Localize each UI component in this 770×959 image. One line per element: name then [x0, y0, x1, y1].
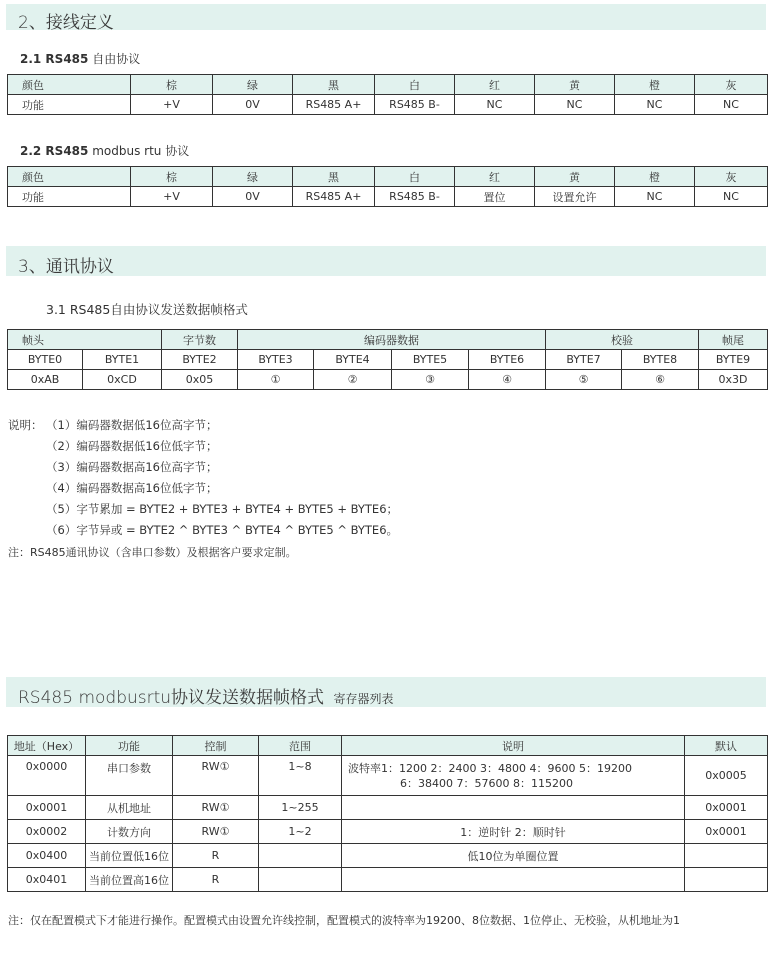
table-cell: ⑥ — [622, 370, 699, 390]
table-header-cell: 地址（Hex） — [8, 736, 86, 756]
table-cell: 黄 — [535, 75, 615, 95]
frame-group-checksum: 校验 — [546, 330, 699, 350]
frame-group-encoder: 编码器数据 — [238, 330, 546, 350]
table-cell: 绿 — [213, 75, 293, 95]
note-item: （2）编码器数据低16位低字节； — [46, 439, 218, 453]
notes-label: 说明： — [8, 418, 43, 432]
table-cell: BYTE7 — [546, 350, 622, 370]
baud-rate-line-2: 6：38400 7：57600 8：115200 — [400, 776, 573, 790]
table-cell: 0V — [213, 95, 293, 115]
table-cell: 白 — [375, 167, 455, 187]
table-cell: ③ — [392, 370, 469, 390]
table-cell: RW① — [173, 796, 259, 820]
register-footer-note: 注：仅在配置模式下才能进行操作。配置模式由设置允许线控制，配置模式的波特率为19200、8位数据、1位停止、无校验，从机地址为1 — [8, 914, 680, 927]
table-cell: BYTE1 — [83, 350, 162, 370]
table-row — [8, 95, 768, 115]
table-row — [8, 796, 768, 820]
table-cell: 低10位为单圈位置 — [342, 844, 685, 868]
subsection-2-2-number: 2.2 RS485 — [20, 144, 89, 158]
table-cell: ④ — [469, 370, 546, 390]
frame-format-table — [7, 329, 768, 390]
subsection-3-1-title: 3.1 RS485自由协议发送数据帧格式 — [46, 302, 248, 317]
frame-group-header: 帧头 — [8, 330, 162, 350]
table-cell — [259, 844, 342, 868]
table-cell: 橙 — [615, 167, 695, 187]
table-cell: 0x0001 — [8, 796, 86, 820]
table-cell: BYTE4 — [314, 350, 392, 370]
table-cell: ⑤ — [546, 370, 622, 390]
section-4-heading-small: 寄存器列表 — [333, 692, 394, 706]
note-item: （6）字节异或 = BYTE2 ^ BYTE3 ^ BYTE4 ^ BYTE5 ^ BYTE6。 — [46, 523, 399, 537]
table-cell: RW① — [173, 756, 259, 796]
section-4-heading-main: RS485 modbusrtu协议发送数据帧格式 — [18, 688, 325, 708]
wiring-table-modbus — [7, 166, 768, 207]
table-row — [8, 844, 768, 868]
table-row — [8, 350, 768, 370]
table-row — [8, 75, 768, 95]
table-row — [8, 820, 768, 844]
table-cell: 灰 — [695, 75, 768, 95]
table-cell: 0x0002 — [8, 820, 86, 844]
table-cell: +V — [131, 187, 213, 207]
table-cell: RS485 A+ — [293, 95, 375, 115]
table-cell: R — [173, 868, 259, 892]
table-cell: BYTE3 — [238, 350, 314, 370]
table-cell: 置位 — [455, 187, 535, 207]
table-cell: RS485 B- — [375, 95, 455, 115]
table-cell: NC — [695, 95, 768, 115]
section-4-banner — [6, 677, 766, 707]
register-table — [7, 735, 768, 892]
table-cell: 0x0001 — [685, 796, 768, 820]
table-cell: RW① — [173, 820, 259, 844]
table-cell: 黑 — [293, 75, 375, 95]
table-cell: 黄 — [535, 167, 615, 187]
table-header-cell: 功能 — [86, 736, 173, 756]
table-cell: 棕 — [131, 167, 213, 187]
table-cell: NC — [615, 95, 695, 115]
table-header-cell: 控制 — [173, 736, 259, 756]
frame-group-tail: 帧尾 — [699, 330, 768, 350]
table-cell: NC — [695, 187, 768, 207]
table-cell: +V — [131, 95, 213, 115]
table-cell: 设置允许 — [535, 187, 615, 207]
table-cell: 0x0400 — [8, 844, 86, 868]
table-cell: R — [173, 844, 259, 868]
table-cell: 0x0001 — [685, 820, 768, 844]
table-row — [8, 187, 768, 207]
table-cell: 1~8 — [259, 756, 342, 796]
table-cell: BYTE2 — [162, 350, 238, 370]
table-cell: 当前位置低16位 — [86, 844, 173, 868]
subsection-2-1-number: 2.1 RS485 — [20, 52, 89, 66]
table-cell: 0x0401 — [8, 868, 86, 892]
table-cell — [259, 868, 342, 892]
table-row — [8, 868, 768, 892]
note-item: （3）编码器数据高16位高字节； — [46, 460, 218, 474]
table-cell: 红 — [455, 167, 535, 187]
table-cell: 棕 — [131, 75, 213, 95]
table-cell: RS485 B- — [375, 187, 455, 207]
table-cell: 1：逆时针 2：顺时针 — [342, 820, 685, 844]
subsection-2-1-name: 自由协议 — [92, 52, 141, 66]
table-cell: NC — [615, 187, 695, 207]
table-cell — [685, 868, 768, 892]
subsection-2-2-name: modbus rtu 协议 — [92, 144, 190, 158]
table-cell: NC — [455, 95, 535, 115]
table-header-cell: 说明 — [342, 736, 685, 756]
table-cell: 颜色 — [8, 167, 131, 187]
table-header-cell: 默认 — [685, 736, 768, 756]
table-cell: 0x3D — [699, 370, 768, 390]
table-cell: 0xCD — [83, 370, 162, 390]
note-item: （1）编码器数据低16位高字节； — [46, 418, 218, 432]
table-cell: RS485 A+ — [293, 187, 375, 207]
table-cell: 绿 — [213, 167, 293, 187]
table-row — [8, 736, 768, 756]
subsection-2-1-title — [20, 50, 140, 67]
table-cell: ① — [238, 370, 314, 390]
section-3-heading: 3、通讯协议 — [18, 257, 114, 277]
table-cell: 1~255 — [259, 796, 342, 820]
table-cell: 计数方向 — [86, 820, 173, 844]
table-cell: 从机地址 — [86, 796, 173, 820]
table-cell: 橙 — [615, 75, 695, 95]
table-cell — [342, 796, 685, 820]
section-2-heading: 2、接线定义 — [18, 13, 114, 33]
table-cell: 功能 — [8, 187, 131, 207]
table-cell — [685, 844, 768, 868]
notes-footer: 注：RS485通讯协议（含串口参数）及根据客户要求定制。 — [8, 546, 297, 559]
table-cell: 当前位置高16位 — [86, 868, 173, 892]
table-cell: 0x0000 — [8, 756, 86, 796]
table-cell: BYTE5 — [392, 350, 469, 370]
table-cell: NC — [535, 95, 615, 115]
table-cell: 0xAB — [8, 370, 83, 390]
table-cell: 灰 — [695, 167, 768, 187]
table-cell: 0x05 — [162, 370, 238, 390]
table-cell: 0x0005 — [685, 756, 768, 796]
subsection-2-2-title — [20, 142, 189, 159]
note-item: （5）字节累加 = BYTE2 + BYTE3 + BYTE4 + BYTE5 + BYTE6； — [46, 502, 399, 516]
table-cell: BYTE6 — [469, 350, 546, 370]
table-cell: 0V — [213, 187, 293, 207]
wiring-table-free-protocol — [7, 74, 768, 115]
table-cell: ② — [314, 370, 392, 390]
table-row — [8, 167, 768, 187]
table-cell: 功能 — [8, 95, 131, 115]
table-row — [8, 330, 768, 350]
table-cell: 黑 — [293, 167, 375, 187]
table-cell: 白 — [375, 75, 455, 95]
table-cell: 1~2 — [259, 820, 342, 844]
section-3-banner — [6, 246, 766, 276]
table-cell: 红 — [455, 75, 535, 95]
section-4-heading — [18, 683, 393, 708]
frame-group-bytecount: 字节数 — [162, 330, 238, 350]
note-item: （4）编码器数据高16位低字节； — [46, 481, 218, 495]
table-cell — [342, 756, 685, 796]
table-cell — [342, 868, 685, 892]
table-row — [8, 370, 768, 390]
table-cell: 串口参数 — [86, 756, 173, 796]
table-cell: BYTE8 — [622, 350, 699, 370]
table-cell: 颜色 — [8, 75, 131, 95]
table-cell: BYTE0 — [8, 350, 83, 370]
section-2-banner — [6, 4, 766, 33]
table-row — [8, 756, 768, 796]
table-header-cell: 范围 — [259, 736, 342, 756]
table-cell: BYTE9 — [699, 350, 768, 370]
baud-rate-line-1: 波特率1：1200 2：2400 3：4800 4：9600 5：19200 — [348, 761, 632, 775]
